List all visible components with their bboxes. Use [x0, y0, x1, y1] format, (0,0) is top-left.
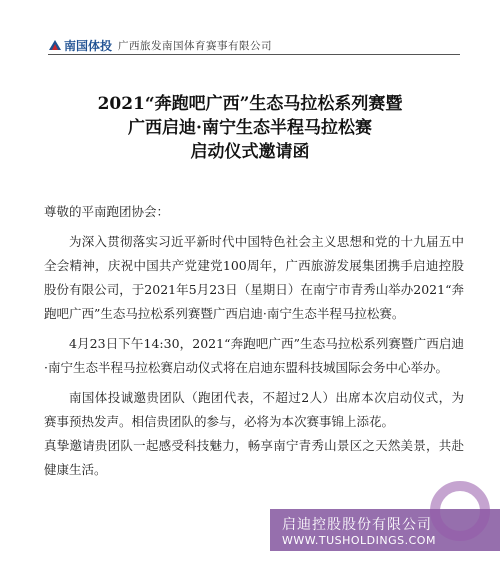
paragraph: 南国体投诚邀贵团队（跑团代表，不超过2人）出席本次启动仪式，为赛事预热发声。相信贵团队的参与，必将为本次赛事锦上添花。 [44, 390, 464, 429]
logo-text: 南国体投 [64, 38, 113, 53]
header-divider [48, 54, 460, 55]
paragraph: 4月23日下午14:30，2021“奔跑吧广西”生态马拉松系列赛暨广西启迪·南宁生态半程马拉松赛启动仪式将在启迪东盟科技城国际会务中心举办。 [44, 336, 464, 375]
watermark-url: WWW.TUSHOLDINGS.COM [282, 533, 436, 547]
source-watermark [270, 509, 500, 551]
logo-icon [48, 39, 62, 51]
letter-body [44, 200, 464, 488]
paragraph: 为深入贯彻落实习近平新时代中国特色社会主义思想和党的十九届五中全会精神，庆祝中国共产党建党100周年，广西旅游发展集团携手启迪控股股份有限公司，于2021年5月23日（星期日）在南宁市青秀山举办2021“奔跑吧广西”生态马拉松系列赛暨广西启迪·南宁生态半程马拉松赛。 [44, 234, 464, 321]
company-name: 广西旅发南国体育赛事有限公司 [118, 39, 273, 52]
paragraph: 真挚邀请贵团队一起感受科技魅力，畅享南宁青秀山景区之天然美景，共赴健康生活。 [44, 438, 464, 477]
letterhead [48, 34, 460, 56]
company-logo [48, 37, 112, 54]
watermark-company: 启迪控股股份有限公司 [282, 516, 432, 533]
salutation: 尊敬的平南跑团协会： [44, 204, 170, 219]
document-title: 2021“奔跑吧广西”生态马拉松系列赛暨 广西启迪·南宁生态半程马拉松赛 启动仪式邀请函 [97, 94, 403, 162]
